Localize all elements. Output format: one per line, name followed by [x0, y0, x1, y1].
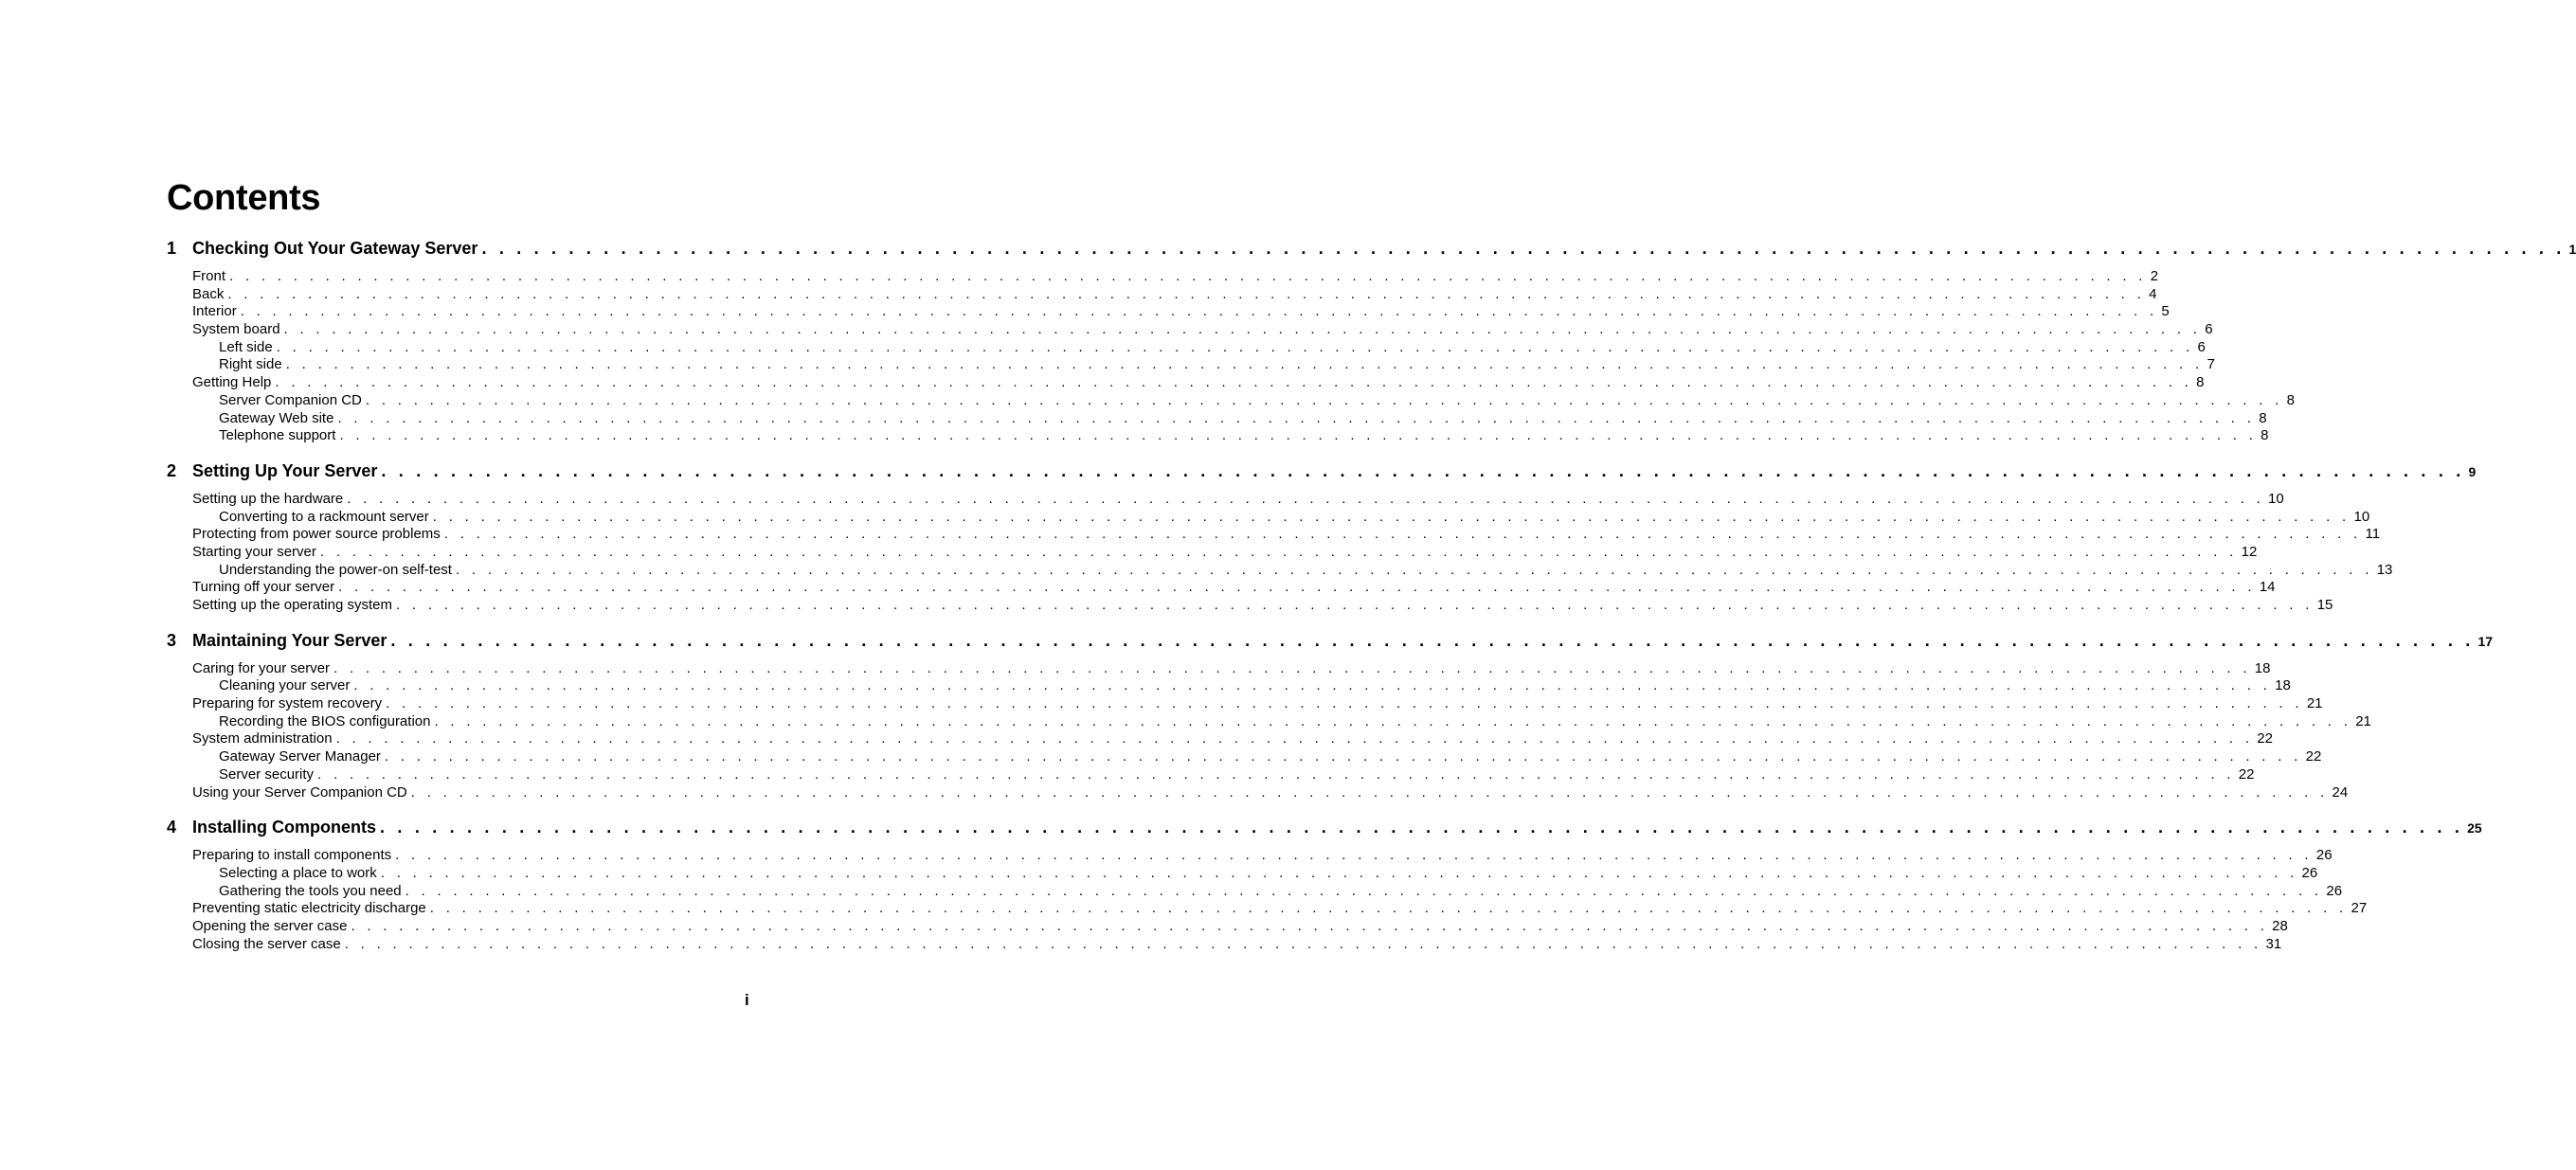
chapter-title: Checking Out Your Gateway Server — [192, 239, 478, 258]
entry-page-number: 6 — [2197, 338, 2206, 355]
entry-page-number: 4 — [2149, 285, 2157, 302]
chapter-heading[interactable] — [167, 239, 2576, 265]
dot-leader: . . . . . . . . . . . . . . . . . . . . . . . . . . . . . . . . . . . . . . . . . . . . . . . . . . . . . . . . . . . . . . . . . . . . . . . . . . . . . . . . . . . . . . . . . . . . . . . . . . . . . . . . . . . . . . . . . . . . . . . . — [381, 460, 2465, 480]
entry-page-number: 22 — [2257, 730, 2273, 747]
toc-entry[interactable] — [167, 597, 2333, 615]
page-title: Contents — [167, 178, 321, 218]
toc-entry[interactable] — [167, 285, 2157, 304]
entry-label: Converting to a rackmount server — [219, 508, 429, 525]
entry-page-number: 8 — [2259, 409, 2267, 426]
entry-label: Server Companion CD — [219, 391, 362, 408]
dot-leader: . . . . . . . . . . . . . . . . . . . . . . . . . . . . . . . . . . . . . . . . . . . . . . . . . . . . . . . . . . . . . . . . . . . . . . . . . . . . . . . . . . . . . . . . . . . . . . . . . . . . . . . . . . . . . . . . . . . . . . . . — [285, 356, 2204, 373]
entry-page-number: 8 — [2261, 427, 2269, 444]
entry-label: Preparing for system recovery — [192, 695, 383, 712]
entry-label: Cleaning your server — [219, 677, 351, 694]
entry-page-number: 26 — [2326, 882, 2343, 899]
entry-page-number: 26 — [2315, 847, 2333, 864]
table-of-contents — [167, 239, 2576, 969]
entry-page-number: 21 — [2306, 695, 2323, 712]
dot-leader: . . . . . . . . . . . . . . . . . . . . . . . . . . . . . . . . . . . . . . . . . . . . . . . . . . . . . . . . . . . . . . . . . . . . . . . . . . . . . . . . . . . . . . . . . . . . . . . . . . . . . . . . . . . . . . . . . . . . . . . . — [275, 374, 2193, 391]
entry-label: Left side — [219, 338, 273, 355]
entry-page-number: 24 — [2332, 783, 2349, 801]
toc-subentry[interactable] — [167, 338, 2206, 357]
chapter-page-number: 1 — [2568, 242, 2576, 257]
chapter-page-number: 17 — [2477, 633, 2494, 649]
entry-label: Closing the server case — [192, 935, 341, 952]
dot-leader: . . . . . . . . . . . . . . . . . . . . . . . . . . . . . . . . . . . . . . . . . . . . . . . . . . . . . . . . . . . . . . . . . . . . . . . . . . . . . . . . . . . . . . . . . . . . . . . . . . . . . . . . . . . . . . . . . . . . . . . . — [240, 303, 2158, 320]
entry-label: Right side — [219, 356, 282, 373]
entry-page-number: 5 — [2161, 303, 2170, 320]
toc-entry[interactable] — [167, 730, 2273, 748]
dot-leader: . . . . . . . . . . . . . . . . . . . . . . . . . . . . . . . . . . . . . . . . . . . . . . . . . . . . . . . . . . . . . . . . . . . . . . . . . . . . . . . . . . . . . . . . . . . . . . . . . . . . . . . . . . . . . . . . . . . . . . . . — [432, 508, 2351, 525]
toc-entry[interactable] — [167, 321, 2213, 339]
dot-leader: . . . . . . . . . . . . . . . . . . . . . . . . . . . . . . . . . . . . . . . . . . . . . . . . . . . . . . . . . . . . . . . . . . . . . . . . . . . . . . . . . . . . . . . . . . . . . . . . . . . . . . . . . . . . . . . . . . . . . . . . — [405, 882, 2323, 899]
entry-page-number: 10 — [2268, 490, 2284, 507]
entry-label: Using your Server Companion CD — [192, 783, 407, 801]
entry-page-number: 22 — [2305, 748, 2322, 765]
page-number: i — [745, 991, 749, 1009]
dot-leader: . . . . . . . . . . . . . . . . . . . . . . . . . . . . . . . . . . . . . . . . . . . . . . . . . . . . . . . . . . . . . . . . . . . . . . . . . . . . . . . . . . . . . . . . . . . . . . . . . . . . . . . . . . . . . . . . . . . . . . . . — [229, 268, 2147, 284]
entry-label: Protecting from power source problems — [192, 526, 441, 543]
toc-entry[interactable] — [167, 847, 2333, 865]
toc-entry[interactable] — [167, 374, 2205, 392]
entry-label: Front — [192, 268, 226, 284]
dot-leader: . . . . . . . . . . . . . . . . . . . . . . . . . . . . . . . . . . . . . . . . . . . . . . . . . . . . . . . . . . . . . . . . . . . . . . . . . . . . . . . . . . . . . . . . . . . . . . . . . . . . . . . . . . . . . . . . . . . . . . . . — [317, 765, 2235, 783]
chapter-number: 4 — [167, 818, 177, 837]
entry-page-number: 2 — [2150, 268, 2159, 284]
entry-label: System board — [192, 321, 280, 338]
entry-label: Gateway Server Manager — [219, 748, 381, 765]
dot-leader: . . . . . . . . . . . . . . . . . . . . . . . . . . . . . . . . . . . . . . . . . . . . . . . . . . . . . . . . . . . . . . . . . . . . . . . . . . . . . . . . . . . . . . . . . . . . . . . . . . . . . . . . . . . . . . . . . . . . . . . . — [390, 630, 2475, 650]
entry-page-number: 28 — [2272, 917, 2288, 934]
entry-page-number: 26 — [2301, 864, 2318, 881]
dot-leader: . . . . . . . . . . . . . . . . . . . . . . . . . . . . . . . . . . . . . . . . . . . . . . . . . . . . . . . . . . . . . . . . . . . . . . . . . . . . . . . . . . . . . . . . . . . . . . . . . . . . . . . . . . . . . . . . . . . . . . . . — [380, 864, 2298, 881]
toc-entry[interactable] — [167, 659, 2271, 678]
toc-entry[interactable] — [167, 917, 2288, 936]
entry-label: Caring for your server — [192, 659, 331, 676]
toc-subentry[interactable] — [167, 712, 2371, 731]
toc-entry[interactable] — [167, 268, 2159, 286]
dot-leader: . . . . . . . . . . . . . . . . . . . . . . . . . . . . . . . . . . . . . . . . . . . . . . . . . . . . . . . . . . . . . . . . . . . . . . . . . . . . . . . . . . . . . . . . . . . . . . . . . . . . . . . . . . . . . . . . . . . . . . . . — [434, 712, 2352, 729]
toc-entry[interactable] — [167, 695, 2323, 713]
dot-leader: . . . . . . . . . . . . . . . . . . . . . . . . . . . . . . . . . . . . . . . . . . . . . . . . . . . . . . . . . . . . . . . . . . . . . . . . . . . . . . . . . . . . . . . . . . . . . . . . . . . . . . . . . . . . . . . . . . . . . . . . — [410, 783, 2329, 801]
toc-subentry[interactable] — [167, 748, 2322, 766]
toc-subentry[interactable] — [167, 508, 2370, 527]
entry-label: Starting your server — [192, 543, 316, 560]
toc-entry[interactable] — [167, 900, 2368, 918]
entry-page-number: 13 — [2376, 561, 2393, 578]
dot-leader: . . . . . . . . . . . . . . . . . . . . . . . . . . . . . . . . . . . . . . . . . . . . . . . . . . . . . . . . . . . . . . . . . . . . . . . . . . . . . . . . . . . . . . . . . . . . . . . . . . . . . . . . . . . . . . . . . . . . . . . . — [481, 239, 2566, 258]
chapter-number: 1 — [167, 239, 177, 258]
chapter-number: 2 — [167, 460, 177, 480]
entry-label: System administration — [192, 730, 333, 747]
chapter-heading[interactable] — [167, 460, 2477, 488]
toc-entry[interactable] — [167, 579, 2276, 597]
toc-subentry[interactable] — [167, 765, 2255, 784]
toc-entry[interactable] — [167, 303, 2170, 321]
dot-leader: . . . . . . . . . . . . . . . . . . . . . . . . . . . . . . . . . . . . . . . . . . . . . . . . . . . . . . . . . . . . . . . . . . . . . . . . . . . . . . . . . . . . . . . . . . . . . . . . . . . . . . . . . . . . . . . . . . . . . . . . — [319, 543, 2238, 560]
entry-label: Gathering the tools you need — [219, 882, 402, 899]
entry-label: Interior — [192, 303, 237, 320]
toc-subentry[interactable] — [167, 427, 2269, 445]
entry-page-number: 31 — [2265, 935, 2282, 952]
entry-page-number: 22 — [2238, 765, 2255, 783]
dot-leader: . . . . . . . . . . . . . . . . . . . . . . . . . . . . . . . . . . . . . . . . . . . . . . . . . . . . . . . . . . . . . . . . . . . . . . . . . . . . . . . . . . . . . . . . . . . . . . . . . . . . . . . . . . . . . . . . . . . . . . . . — [429, 900, 2348, 917]
dot-leader: . . . . . . . . . . . . . . . . . . . . . . . . . . . . . . . . . . . . . . . . . . . . . . . . . . . . . . . . . . . . . . . . . . . . . . . . . . . . . . . . . . . . . . . . . . . . . . . . . . . . . . . . . . . . . . . . . . . . . . . . — [365, 391, 2283, 408]
chapter-page-number: 9 — [2468, 463, 2477, 479]
entry-page-number: 27 — [2351, 900, 2368, 917]
entry-label: Preventing static electricity discharge — [192, 900, 426, 917]
dot-leader: . . . . . . . . . . . . . . . . . . . . . . . . . . . . . . . . . . . . . . . . . . . . . . . . . . . . . . . . . . . . . . . . . . . . . . . . . . . . . . . . . . . . . . . . . . . . . . . . . . . . . . . . . . . . . . . . . . . . . . . . — [351, 917, 2269, 934]
chapter-title: Setting Up Your Server — [192, 460, 378, 480]
entry-label: Server security — [219, 765, 315, 783]
dot-leader: . . . . . . . . . . . . . . . . . . . . . . . . . . . . . . . . . . . . . . . . . . . . . . . . . . . . . . . . . . . . . . . . . . . . . . . . . . . . . . . . . . . . . . . . . . . . . . . . . . . . . . . . . . . . . . . . . . . . . . . . — [335, 730, 2254, 747]
entry-page-number: 8 — [2196, 374, 2205, 391]
chapter-section — [167, 818, 2482, 953]
chapter-title: Maintaining Your Server — [192, 630, 387, 650]
toc-subentry[interactable] — [167, 409, 2267, 428]
toc-entry[interactable] — [167, 543, 2258, 562]
chapter-page-number: 25 — [2467, 820, 2482, 837]
chapter-section — [167, 630, 2494, 802]
entry-label: Getting Help — [192, 374, 272, 391]
entry-label: Understanding the power-on self-test — [219, 561, 452, 578]
dot-leader: . . . . . . . . . . . . . . . . . . . . . . . . . . . . . . . . . . . . . . . . . . . . . . . . . . . . . . . . . . . . . . . . . . . . . . . . . . . . . . . . . . . . . . . . . . . . . . . . . . . . . . . . . . . . . . . . . . . . . . . . — [384, 748, 2302, 765]
entry-label: Telephone support — [219, 427, 336, 444]
entry-label: Recording the BIOS configuration — [219, 712, 431, 729]
entry-page-number: 6 — [2205, 321, 2213, 338]
entry-page-number: 7 — [2207, 356, 2215, 373]
toc-entry[interactable] — [167, 935, 2282, 954]
dot-leader: . . . . . . . . . . . . . . . . . . . . . . . . . . . . . . . . . . . . . . . . . . . . . . . . . . . . . . . . . . . . . . . . . . . . . . . . . . . . . . . . . . . . . . . . . . . . . . . . . . . . . . . . . . . . . . . . . . . . . . . . — [227, 285, 2146, 302]
toc-subentry[interactable] — [167, 561, 2393, 580]
dot-leader: . . . . . . . . . . . . . . . . . . . . . . . . . . . . . . . . . . . . . . . . . . . . . . . . . . . . . . . . . . . . . . . . . . . . . . . . . . . . . . . . . . . . . . . . . . . . . . . . . . . . . . . . . . . . . . . . . . . . . . . . — [395, 597, 2314, 613]
entry-label: Setting up the operating system — [192, 597, 392, 613]
dot-leader: . . . . . . . . . . . . . . . . . . . . . . . . . . . . . . . . . . . . . . . . . . . . . . . . . . . . . . . . . . . . . . . . . . . . . . . . . . . . . . . . . . . . . . . . . . . . . . . . . . . . . . . . . . . . . . . . . . . . . . . . — [353, 677, 2272, 694]
entry-label: Back — [192, 285, 225, 302]
entry-label: Preparing to install components — [192, 847, 392, 864]
dot-leader: . . . . . . . . . . . . . . . . . . . . . . . . . . . . . . . . . . . . . . . . . . . . . . . . . . . . . . . . . . . . . . . . . . . . . . . . . . . . . . . . . . . . . . . . . . . . . . . . . . . . . . . . . . . . . . . . . . . . . . . . — [380, 818, 2464, 837]
chapter-heading[interactable] — [167, 630, 2494, 657]
toc-entry[interactable] — [167, 490, 2284, 509]
dot-leader: . . . . . . . . . . . . . . . . . . . . . . . . . . . . . . . . . . . . . . . . . . . . . . . . . . . . . . . . . . . . . . . . . . . . . . . . . . . . . . . . . . . . . . . . . . . . . . . . . . . . . . . . . . . . . . . . . . . . . . . . — [283, 321, 2202, 338]
chapter-section — [167, 239, 2576, 445]
dot-leader: . . . . . . . . . . . . . . . . . . . . . . . . . . . . . . . . . . . . . . . . . . . . . . . . . . . . . . . . . . . . . . . . . . . . . . . . . . . . . . . . . . . . . . . . . . . . . . . . . . . . . . . . . . . . . . . . . . . . . . . . — [443, 526, 2362, 543]
toc-subentry[interactable] — [167, 677, 2291, 695]
toc-subentry[interactable] — [167, 882, 2343, 901]
dot-leader: . . . . . . . . . . . . . . . . . . . . . . . . . . . . . . . . . . . . . . . . . . . . . . . . . . . . . . . . . . . . . . . . . . . . . . . . . . . . . . . . . . . . . . . . . . . . . . . . . . . . . . . . . . . . . . . . . . . . . . . . — [344, 935, 2262, 952]
chapter-section — [167, 460, 2477, 615]
entry-label: Opening the server case — [192, 917, 348, 934]
dot-leader: . . . . . . . . . . . . . . . . . . . . . . . . . . . . . . . . . . . . . . . . . . . . . . . . . . . . . . . . . . . . . . . . . . . . . . . . . . . . . . . . . . . . . . . . . . . . . . . . . . . . . . . . . . . . . . . . . . . . . . . . — [395, 847, 2313, 864]
dot-leader: . . . . . . . . . . . . . . . . . . . . . . . . . . . . . . . . . . . . . . . . . . . . . . . . . . . . . . . . . . . . . . . . . . . . . . . . . . . . . . . . . . . . . . . . . . . . . . . . . . . . . . . . . . . . . . . . . . . . . . . . — [339, 427, 2258, 444]
entry-page-number: 15 — [2316, 597, 2333, 613]
entry-page-number: 11 — [2365, 526, 2381, 543]
entry-page-number: 21 — [2355, 712, 2371, 729]
toc-subentry[interactable] — [167, 356, 2215, 374]
toc-subentry[interactable] — [167, 864, 2318, 883]
entry-label: Selecting a place to work — [219, 864, 377, 881]
entry-page-number: 12 — [2241, 543, 2258, 560]
chapter-heading[interactable] — [167, 818, 2482, 844]
dot-leader: . . . . . . . . . . . . . . . . . . . . . . . . . . . . . . . . . . . . . . . . . . . . . . . . . . . . . . . . . . . . . . . . . . . . . . . . . . . . . . . . . . . . . . . . . . . . . . . . . . . . . . . . . . . . . . . . . . . . . . . . — [455, 561, 2373, 578]
dot-leader: . . . . . . . . . . . . . . . . . . . . . . . . . . . . . . . . . . . . . . . . . . . . . . . . . . . . . . . . . . . . . . . . . . . . . . . . . . . . . . . . . . . . . . . . . . . . . . . . . . . . . . . . . . . . . . . . . . . . . . . . — [337, 409, 2256, 426]
entry-page-number: 14 — [2259, 579, 2276, 596]
dot-leader: . . . . . . . . . . . . . . . . . . . . . . . . . . . . . . . . . . . . . . . . . . . . . . . . . . . . . . . . . . . . . . . . . . . . . . . . . . . . . . . . . . . . . . . . . . . . . . . . . . . . . . . . . . . . . . . . . . . . . . . . — [333, 659, 2251, 676]
dot-leader: . . . . . . . . . . . . . . . . . . . . . . . . . . . . . . . . . . . . . . . . . . . . . . . . . . . . . . . . . . . . . . . . . . . . . . . . . . . . . . . . . . . . . . . . . . . . . . . . . . . . . . . . . . . . . . . . . . . . . . . . — [386, 695, 2303, 712]
dot-leader: . . . . . . . . . . . . . . . . . . . . . . . . . . . . . . . . . . . . . . . . . . . . . . . . . . . . . . . . . . . . . . . . . . . . . . . . . . . . . . . . . . . . . . . . . . . . . . . . . . . . . . . . . . . . . . . . . . . . . . . . — [347, 490, 2265, 507]
entry-page-number: 18 — [2275, 677, 2291, 694]
toc-entry[interactable] — [167, 783, 2349, 802]
dot-leader: . . . . . . . . . . . . . . . . . . . . . . . . . . . . . . . . . . . . . . . . . . . . . . . . . . . . . . . . . . . . . . . . . . . . . . . . . . . . . . . . . . . . . . . . . . . . . . . . . . . . . . . . . . . . . . . . . . . . . . . . — [276, 338, 2194, 355]
entry-label: Gateway Web site — [219, 409, 334, 426]
toc-subentry[interactable] — [167, 391, 2295, 410]
chapter-number: 3 — [167, 630, 177, 650]
entry-label: Setting up the hardware — [192, 490, 344, 507]
entry-page-number: 8 — [2286, 391, 2295, 408]
toc-entry[interactable] — [167, 526, 2381, 544]
chapter-title: Installing Components — [192, 818, 377, 837]
entry-page-number: 10 — [2353, 508, 2370, 525]
entry-label: Turning off your server — [192, 579, 335, 596]
entry-page-number: 18 — [2254, 659, 2271, 676]
dot-leader: . . . . . . . . . . . . . . . . . . . . . . . . . . . . . . . . . . . . . . . . . . . . . . . . . . . . . . . . . . . . . . . . . . . . . . . . . . . . . . . . . . . . . . . . . . . . . . . . . . . . . . . . . . . . . . . . . . . . . . . . — [338, 579, 2256, 596]
